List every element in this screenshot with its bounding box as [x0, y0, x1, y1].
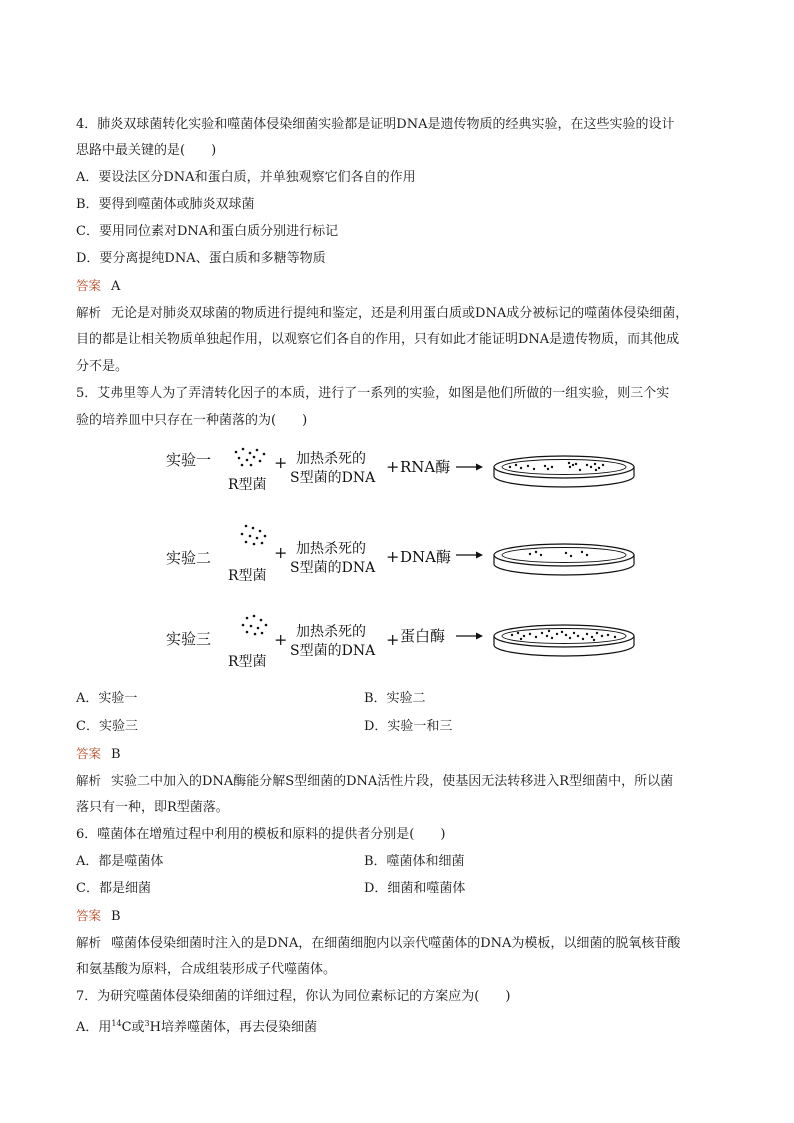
q4-option-d: D．要分离提纯DNA、蛋白质和多糖等物质 [76, 251, 326, 266]
heated-label-line1: 加热杀死的 [296, 624, 366, 640]
petri-dish [494, 456, 634, 487]
q7-option-a-rest: H培养噬菌体，再去侵染细菌 [149, 1020, 317, 1035]
isotope-superscript-14: 14 [111, 1019, 122, 1028]
q6-explanation-line1 [76, 934, 680, 953]
q5-answer [76, 745, 121, 764]
enzyme-label: 蛋白酶 [400, 627, 446, 645]
q5-explanation-line1 [76, 772, 673, 791]
q4-explanation-line2: 目的都是让相关物质单独起作用，以观察它们各自的作用，只有如此才能证明DNA是遗传物质，而其他成 [76, 332, 680, 347]
answer-value: B [111, 747, 121, 762]
q4-answer [76, 277, 120, 296]
q6-option-c: C．都是细菌 [76, 881, 151, 896]
explanation-label: 解析 [76, 935, 102, 950]
q4-explanation-line3: 分不是。 [76, 359, 129, 374]
heated-label-line2: S型菌的DNA [290, 643, 376, 659]
experiment-label: 实验三 [166, 630, 212, 648]
q6-answer [76, 907, 121, 926]
answer-label: 答案 [76, 746, 102, 761]
arrow [456, 633, 483, 640]
plus-sign: + [274, 543, 288, 562]
bacteria-label: R型菌 [228, 568, 267, 584]
heated-label-line1: 加热杀死的 [296, 541, 366, 557]
explanation-label: 解析 [76, 305, 102, 320]
q4-option-b: B．要得到噬菌体或肺炎双球菌 [76, 197, 255, 212]
q5-option-c: C．实验三 [76, 719, 138, 734]
q4-explanation-line1 [76, 304, 688, 323]
r-bacteria-dots [242, 615, 268, 636]
q4-stem-line2: 思路中最关键的是( ) [76, 143, 217, 158]
q6-stem: 6．噬菌体在增殖过程中利用的模板和原料的提供者分别是( ) [76, 827, 446, 842]
plus-sign: + [386, 457, 400, 476]
r-bacteria-dots [235, 448, 266, 467]
q6-option-a: A．都是噬菌体 [76, 854, 164, 869]
plus-sign: + [386, 547, 400, 566]
q7-option-a-prefix: A．用 [76, 1020, 112, 1035]
experiment-row-1 [166, 448, 634, 493]
q5-option-d: D．实验一和三 [364, 719, 453, 734]
heated-label-line1: 加热杀死的 [296, 451, 366, 467]
arrow [456, 552, 483, 559]
q5-option-a: A．实验一 [76, 691, 138, 706]
q5-option-b: B．实验二 [364, 691, 426, 706]
q5-stem-line1: 5．艾弗里等人为了弄清转化因子的本质，进行了一系列的实验，如图是他们所做的一组实验，则三个实 [76, 386, 670, 401]
answer-label: 答案 [76, 908, 102, 923]
q7-stem: 7．为研究噬菌体侵染细菌的详细过程，你认为同位素标记的方案应为( ) [76, 989, 511, 1004]
answer-value: B [111, 909, 121, 924]
experiment-row-2 [166, 525, 634, 584]
q7-option-a-carbon: C或 [121, 1020, 145, 1035]
q4-option-a: A．要设法区分DNA和蛋白质，并单独观察它们各自的作用 [76, 170, 416, 185]
q6-explanation-line2: 和氨基酸为原料，合成组装形成子代噬菌体。 [76, 962, 337, 977]
explanation-text: 实验二中加入的DNA酶能分解S型细菌的DNA活性片段，使基因无法转移进入R型细菌中，所以菌 [111, 774, 674, 789]
bacteria-label: R型菌 [228, 477, 267, 493]
explanation-text: 噬菌体侵染细菌时注入的是DNA，在细菌细胞内以亲代噬菌体的DNA为模板，以细菌的脱氧核苷酸 [111, 936, 681, 951]
answer-value: A [111, 279, 121, 294]
q7-option-a [76, 1015, 317, 1037]
explanation-label: 解析 [76, 773, 102, 788]
explanation-text: 无论是对肺炎双球菌的物质进行提纯和鉴定，还是利用蛋白质或DNA成分被标记的噬菌体侵染细菌， [111, 306, 689, 321]
experiment-label: 实验二 [166, 549, 212, 567]
arrow [456, 464, 483, 471]
q5-stem-line2: 验的培养皿中只存在一种菌落的为( ) [76, 413, 308, 428]
petri-dish [494, 625, 634, 656]
heated-label-line2: S型菌的DNA [290, 470, 376, 486]
q5-explanation-line2: 落只有一种，即R型菌落。 [76, 800, 229, 815]
q4-stem-line1: 4．肺炎双球菌转化实验和噬菌体侵染细菌实验都是证明DNA是遗传物质的经典实验，在这些实验的设计 [76, 117, 675, 132]
experiment-label: 实验一 [166, 451, 212, 469]
r-bacteria-dots [241, 525, 267, 546]
bacteria-label: R型菌 [228, 654, 267, 670]
answer-label: 答案 [76, 278, 102, 293]
plus-sign: + [274, 630, 288, 649]
enzyme-label: DNA酶 [400, 548, 451, 566]
heated-label-line2: S型菌的DNA [290, 560, 376, 576]
isotope-superscript-3: 3 [144, 1019, 150, 1028]
q6-option-d: D．细菌和噬菌体 [364, 881, 466, 896]
q6-option-b: B．噬菌体和细菌 [364, 854, 465, 869]
plus-sign: + [386, 630, 400, 649]
experiment-figure [150, 436, 670, 678]
plus-sign: + [274, 453, 288, 472]
experiment-row-3 [166, 615, 634, 670]
q4-option-c: C．要用同位素对DNA和蛋白质分别进行标记 [76, 224, 339, 239]
enzyme-label: RNA酶 [400, 458, 451, 476]
petri-dish [494, 544, 634, 575]
